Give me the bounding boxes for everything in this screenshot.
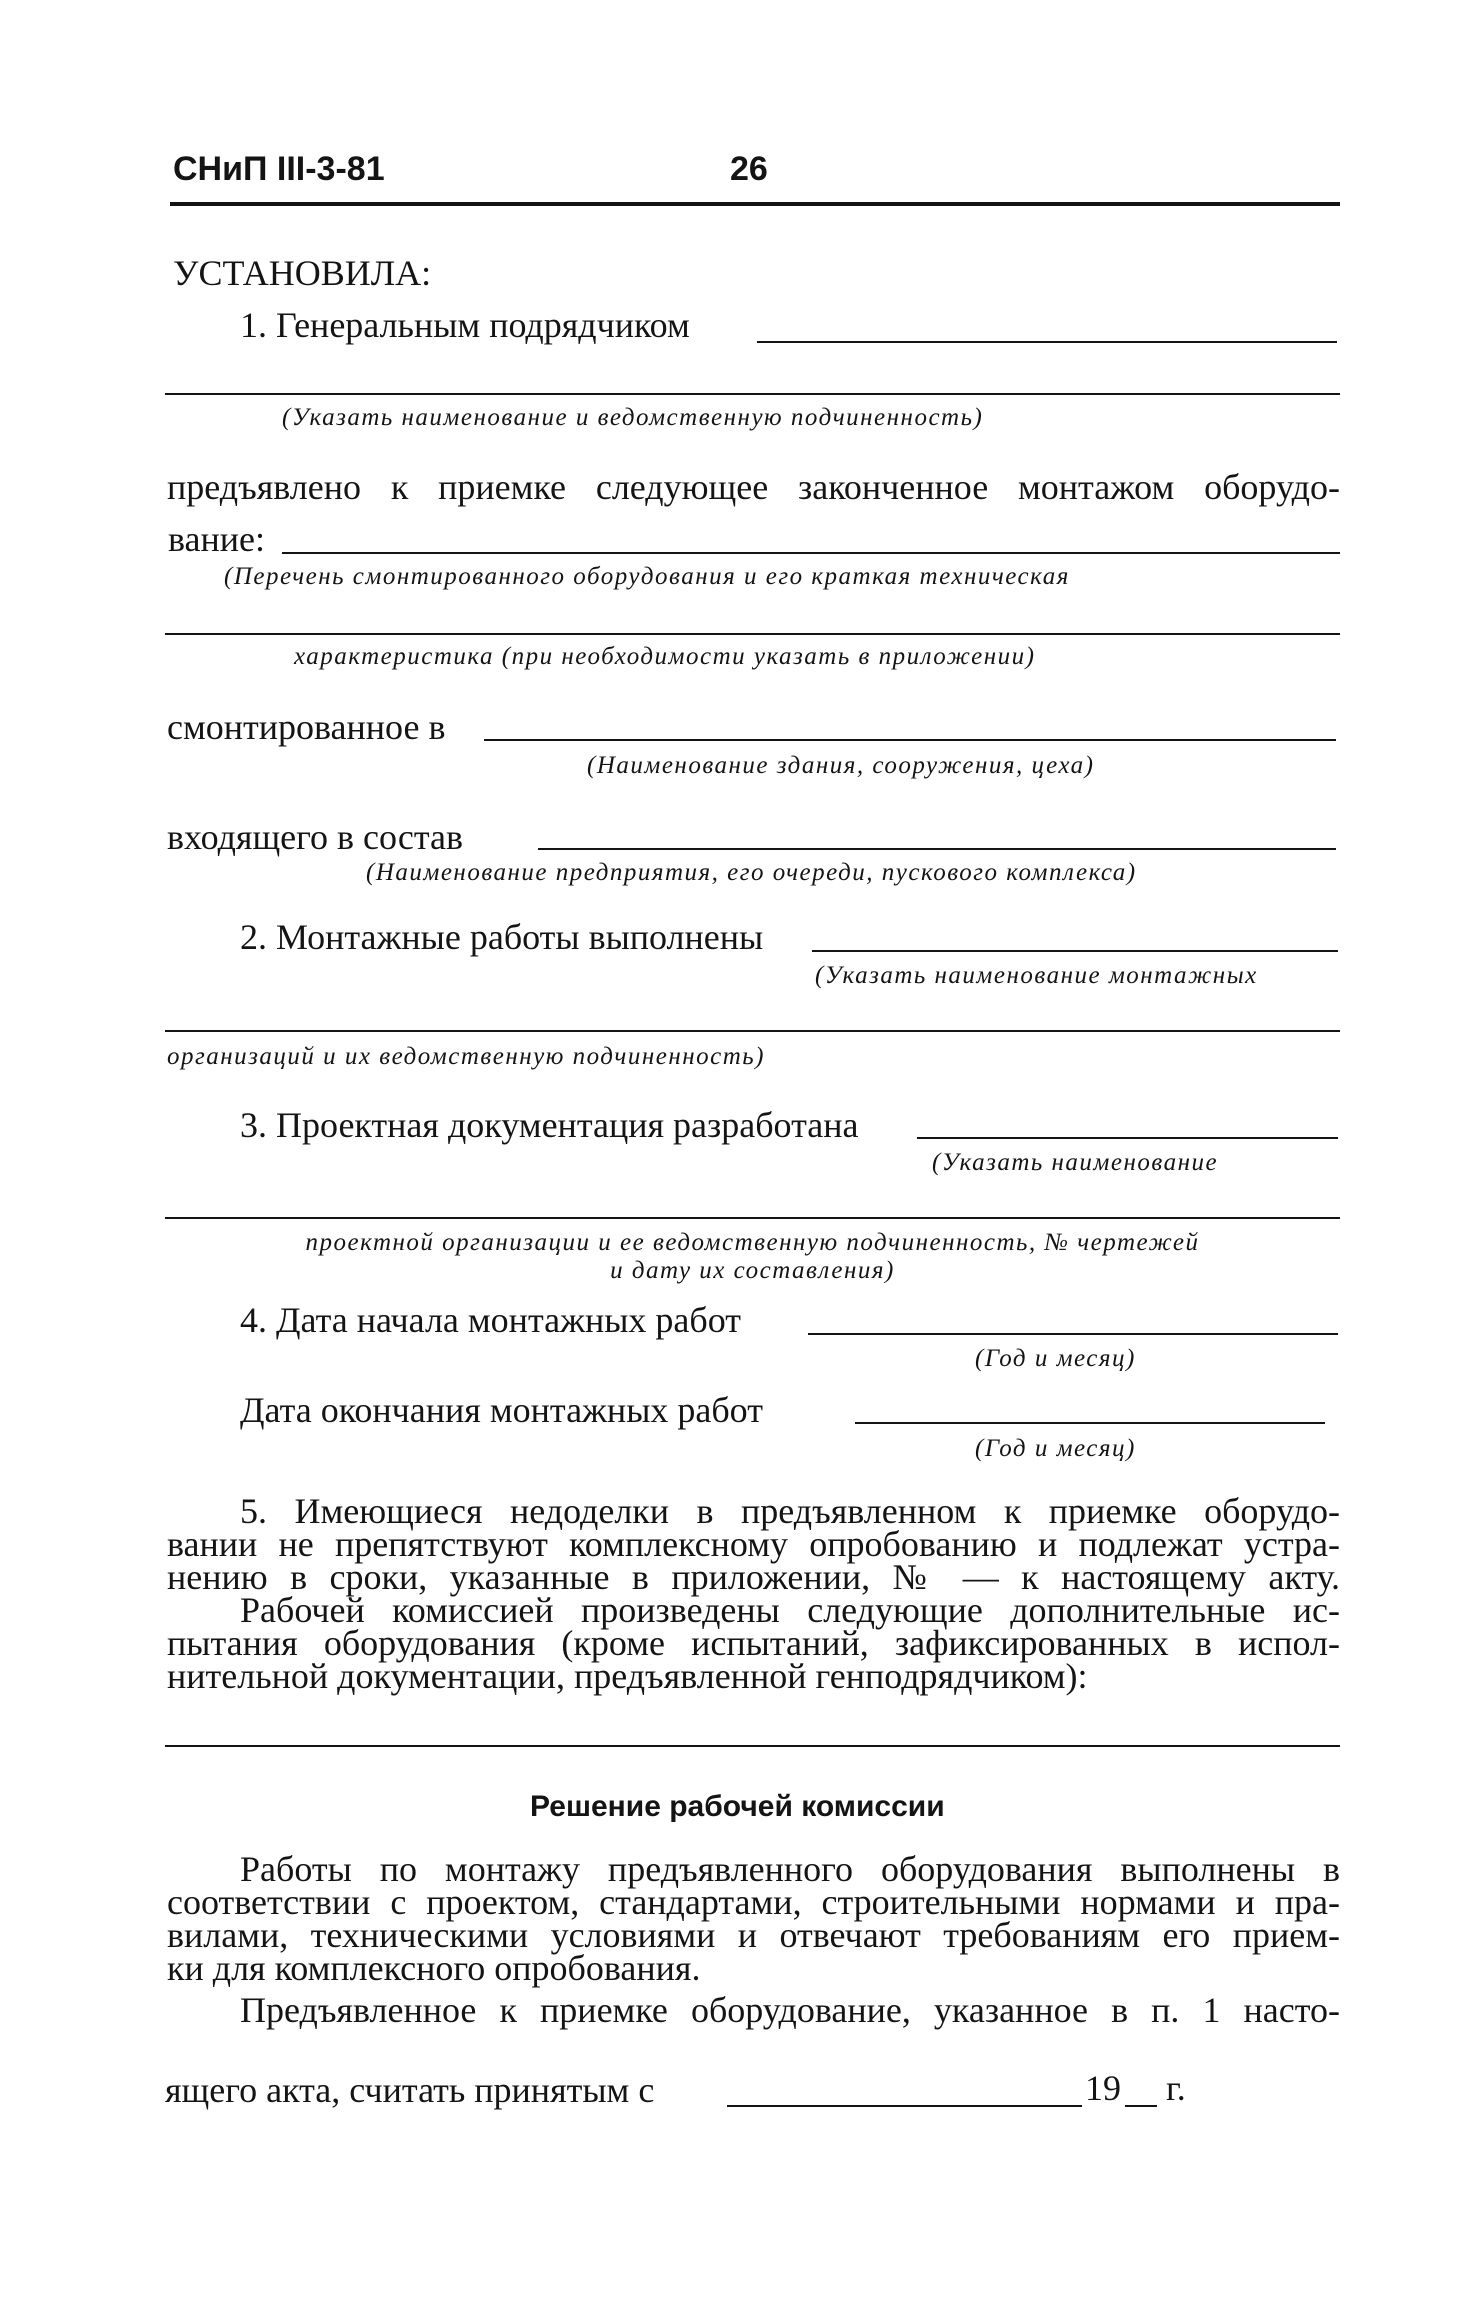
item3-caption-1: (Указать наименование: [932, 1149, 1219, 1176]
item2-fill-line-2[interactable]: [165, 1030, 1340, 1032]
item4-end-fill-line[interactable]: [855, 1422, 1325, 1424]
item1-part-of-label: входящего в состав: [167, 817, 464, 857]
item1-equipment-fill-line-2[interactable]: [165, 633, 1340, 635]
decision-line: ки для комплексного опробования.: [167, 1948, 701, 1988]
item2-fill-line[interactable]: [812, 950, 1338, 952]
decision-paragraph-1: [167, 1849, 1340, 1988]
item5-tests-line: Рабочей комиссией произведены следующие дополнительные ис-: [240, 1590, 1340, 1630]
decision-line: Работы по монтажу предъявленного оборудования выполнены в: [240, 1849, 1340, 1889]
item1-mounted-in-fill-line[interactable]: [484, 739, 1336, 741]
decision-para2-line1: Предъявленное к приемке оборудование, указанное в п. 1 насто-: [240, 1990, 1340, 2030]
item3-caption-2: проектной организации и ее ведомственную подчиненность, № чертежей: [305, 1229, 1200, 1256]
item3-label: 3. Проектная документация разработана: [240, 1105, 859, 1145]
item3-caption-3: и дату их составления): [610, 1257, 895, 1284]
item4-caption: (Год и месяц): [975, 1345, 1136, 1372]
document-code: СНиП III-3-81: [173, 150, 385, 188]
item5-tests-line: нительной документации, предъявленной генподрядчиком):: [167, 1656, 1088, 1696]
decision-para2-line2: ящего акта, считать принятым с: [165, 2070, 655, 2110]
acceptance-date-fill-line[interactable]: [727, 2105, 1082, 2107]
item2-caption-2: организаций и их ведомственную подчиненность): [167, 1043, 766, 1070]
item5-line: вании не препятствуют комплексному опробованию и подлежат устра-: [167, 1524, 1340, 1564]
item4-end-label: Дата окончания монтажных работ: [240, 1390, 763, 1430]
item5-tests-fill-line[interactable]: [165, 1745, 1340, 1747]
item4-label: 4. Дата начала монтажных работ: [240, 1300, 741, 1340]
decision-title: Решение рабочей комиссии: [530, 1790, 945, 1823]
decision-line: вилами, техническими условиями и отвечают требованиям его прием-: [167, 1915, 1340, 1955]
item1-equipment-fill-line[interactable]: [282, 552, 1340, 554]
item1-presented-line1: предъявлено к приемке следующее законченное монтажом оборудо-: [167, 467, 1340, 507]
item3-fill-line-2[interactable]: [165, 1217, 1340, 1219]
year-prefix: 19: [1085, 2068, 1121, 2108]
item2-label: 2. Монтажные работы выполнены: [240, 917, 764, 957]
item1-mounted-in-label: смонтированное в: [167, 707, 446, 747]
established-heading: УСТАНОВИЛА:: [173, 253, 432, 293]
item4-end-caption: (Год и месяц): [975, 1435, 1136, 1462]
item1-equipment-caption-2: характеристика (при необходимости указать в приложении): [294, 643, 1036, 670]
item5-tests-line: пытания оборудования (кроме испытаний, зафиксированных в испол-: [167, 1623, 1340, 1663]
item1-presented-line2: вание:: [168, 519, 266, 559]
item1-contractor-fill-line[interactable]: [757, 341, 1337, 343]
year-fill-line[interactable]: [1125, 2105, 1157, 2107]
item1-part-of-fill-line[interactable]: [538, 848, 1336, 850]
item5-line: нению в сроки, указанные в приложении, № — к настоящему акту.: [167, 1557, 1340, 1597]
item1-contractor-fill-line-2[interactable]: [165, 393, 1340, 395]
item1-mounted-in-caption: (Наименование здания, сооружения, цеха): [587, 752, 1095, 779]
page-number: 26: [730, 150, 768, 188]
item3-fill-line[interactable]: [917, 1137, 1338, 1139]
header-rule: [170, 202, 1340, 206]
item1-caption: (Указать наименование и ведомственную подчиненность): [282, 404, 984, 431]
decision-line: соответствии с проектом, стандартами, строительными нормами и пра-: [167, 1882, 1340, 1922]
item2-caption-1: (Указать наименование монтажных: [815, 962, 1258, 989]
item4-start-fill-line[interactable]: [808, 1333, 1338, 1335]
item5-paragraph: [167, 1491, 1340, 1696]
year-suffix: г.: [1166, 2068, 1186, 2108]
item5-line: 5. Имеющиеся недоделки в предъявленном к приемке оборудо-: [240, 1491, 1340, 1531]
item1-part-of-caption: (Наименование предприятия, его очереди, пускового комплекса): [366, 859, 1137, 886]
item1-equipment-caption-1: (Перечень смонтированного оборудования и его краткая техническая: [224, 563, 1070, 590]
item1-label: 1. Генеральным подрядчиком: [240, 305, 690, 345]
